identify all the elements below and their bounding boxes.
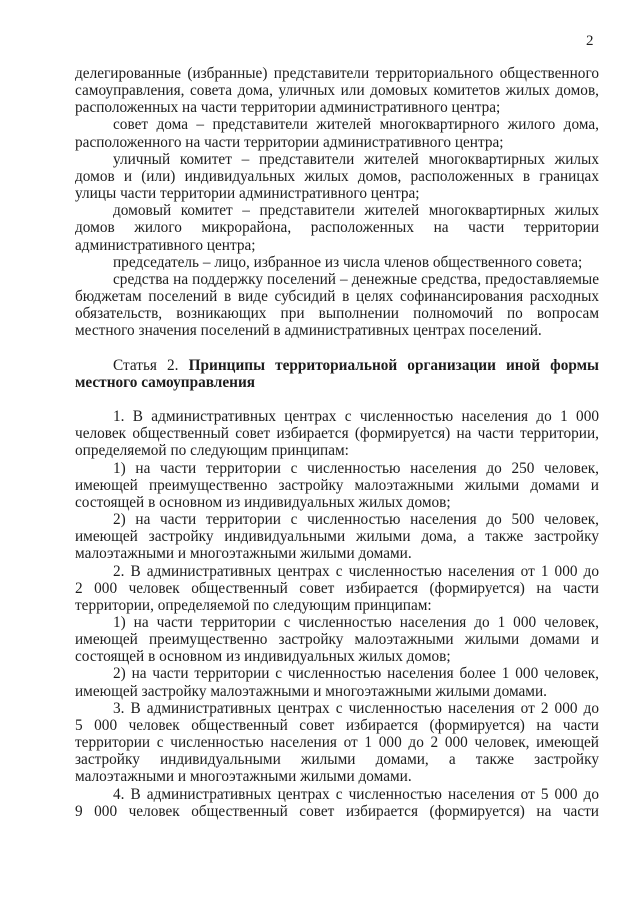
subclause-paragraph: 2) на части территории с численностью населения более 1 000 человек, имеющей застройку малоэтажными и многоэтажными жилыми домами.	[75, 665, 599, 700]
document-body	[75, 65, 599, 820]
definition-paragraph: домовый комитет – представители жителей многоквартирных жилых домов жилого микрорайона, расположенных на части территории административного центра;	[75, 202, 599, 254]
definition-paragraph: совет дома – представители жителей многоквартирного жилого дома, расположенного на части территории административного центра;	[75, 116, 599, 151]
article-label: Статья 2.	[113, 356, 179, 374]
subclause-paragraph: 1) на части территории с численностью населения до 1 000 человек, имеющей преимущественно застройку малоэтажными жилыми домами и состоящей в основном из индивидуальных жилых домов;	[75, 613, 599, 666]
clause-paragraph: 3. В административных центрах с численностью населения от 2 000 до 5 000 человек общественный совет избирается (формируется) на части территории с численностью населения от 1 000 до 2 000 человек, имеющей застройку индивидуальными жилыми домами, а также застройку малоэтажными и многоэтажными жилыми домами.	[75, 699, 599, 786]
definition-paragraph: уличный комитет – представители жителей многоквартирных жилых домов и (или) индивидуальных жилых домов, расположенных в границах улицы части территории административного центра;	[75, 150, 599, 203]
article-title: Принципы территориальной организации иной формы местного самоуправления	[75, 356, 600, 391]
clause-paragraph: 2. В административных центрах с численностью населения от 1 000 до 2 000 человек общественный совет избирается (формируется) на части территории, определяемой по следующим принципам:	[75, 562, 599, 614]
subclause-paragraph: 1) на части территории с численностью населения до 250 человек, имеющей преимущественно застройку малоэтажными жилыми домами и состоящей в основном из индивидуальных жилых домов;	[75, 459, 599, 511]
definition-paragraph: председатель – лицо, избранное из числа членов общественного совета;	[113, 253, 583, 271]
definition-paragraph: делегированные (избранные) представители территориального общественного самоуправления, совета дома, уличных или домовых комитетов жилых домов, расположенных на части территории административного центра;	[75, 65, 599, 117]
subclause-paragraph: 2) на части территории с численностью населения до 500 человек, имеющей застройку индивидуальными жилыми дома, а также застройку малоэтажными и многоэтажными жилыми домами.	[75, 511, 599, 563]
clause-paragraph: 4. В административных центрах с численностью населения от 5 000 до 9 000 человек общественный совет избирается (формируется) на части	[75, 785, 599, 820]
article-heading	[75, 357, 599, 391]
definition-paragraph: средства на поддержку поселений – денежные средства, предоставляемые бюджетам поселений в виде субсидий в целях софинансирования расходных обязательств, возникающих при выполнении полномочий по вопросам местного значения поселений в административных центрах поселений.	[75, 270, 599, 340]
page-number: 2	[586, 33, 594, 49]
clause-paragraph: 1. В административных центрах с численностью населения до 1 000 человек общественный совет избирается (формируется) на части территории, определяемой по следующим принципам:	[75, 408, 599, 460]
